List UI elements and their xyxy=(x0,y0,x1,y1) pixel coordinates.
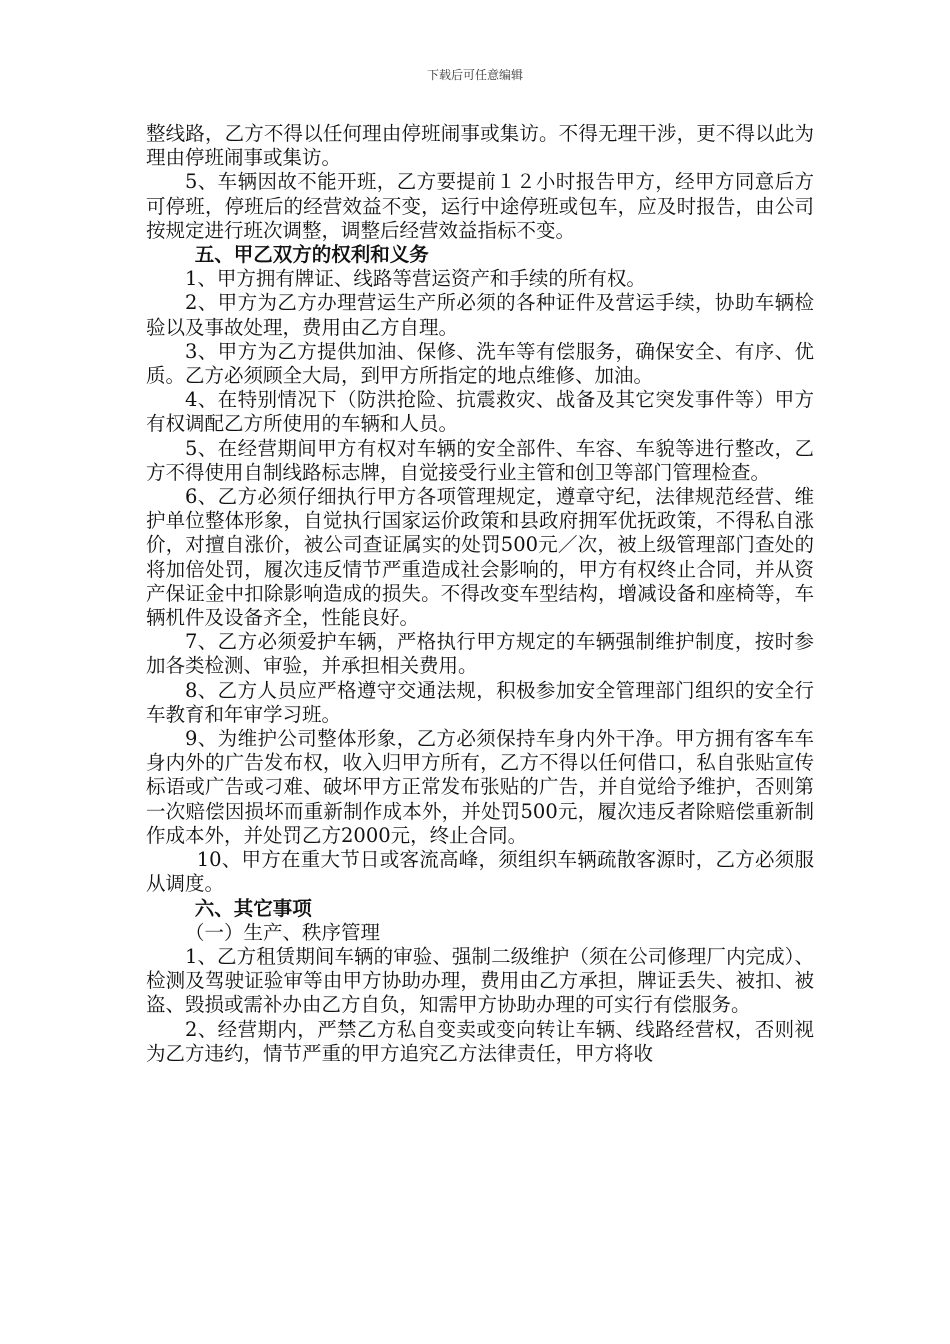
clause-5-3: 3、甲方为乙方提供加油、保修、洗车等有偿服务，确保安全、有序、优质。乙方必须顾全大局，到甲方所指定的地点维修、加油。 xyxy=(146,339,814,388)
clause-6-1-1: 1、乙方租赁期间车辆的审验、强制二级维护（须在公司修理厂内完成）、检测及驾驶证验审等由甲方协助办理，费用由乙方承担，牌证丢失、被扣、被盗、毁损或需补办由乙方自负，知需甲方协助办理的可实行有偿服务。 xyxy=(146,944,814,1017)
clause-5-8: 8、乙方人员应严格遵守交通法规，积极参加安全管理部门组织的安全行车教育和年审学习班。 xyxy=(146,678,814,726)
section-heading-6: 六、其它事项 xyxy=(194,896,312,920)
clause-5-4: 4、在特别情况下（防洪抢险、抗震救灾、战备及其它突发事件等）甲方有权调配乙方所使用的车辆和人员。 xyxy=(146,388,814,436)
clause-5-10: 10、甲方在重大节日或客流高峰，须组织车辆疏散客源时，乙方必须服从调度。 xyxy=(146,848,814,896)
clause-5-1: 1、甲方拥有牌证、线路等营运资产和手续的所有权。 xyxy=(185,267,646,291)
clause-5-5: 5、在经营期间甲方有权对车辆的安全部件、车容、车貌等进行整改，乙方不得使用自制线路标志牌，自觉接受行业主管和创卫等部门管理检查。 xyxy=(146,436,814,484)
subsection-heading-1: （一）生产、秩序管理 xyxy=(185,920,381,944)
clause-5-7: 7、乙方必须爱护车辆，严格执行甲方规定的车辆强制维护制度，按时参加各类检测、审验，并承担相关费用。 xyxy=(146,630,814,678)
page-header: 下载后可任意编辑 xyxy=(426,68,523,82)
paragraph-continued: 整线路，乙方不得以任何理由停班闹事或集访。不得无理干涉，更不得以此为理由停班闹事或集访。 xyxy=(146,122,814,170)
document-body xyxy=(146,122,814,1066)
clause-4-5: 5、车辆因故不能开班，乙方要提前１２小时报告甲方，经甲方同意后方可停班，停班后的经营效益不变，运行中途停班或包车，应及时报告，由公司按规定进行班次调整，调整后经营效益指标不变。 xyxy=(146,170,814,242)
clause-5-2: 2、甲方为乙方办理营运生产所必须的各种证件及营运手续，协助车辆检验以及事故处理，费用由乙方自理。 xyxy=(146,291,814,339)
clause-5-6: 6、乙方必须仔细执行甲方各项管理规定，遵章守纪，法律规范经营、维护单位整体形象，自觉执行国家运价政策和县政府拥军优抚政策，不得私自涨价，对擅自涨价，被公司查证属实的处罚500元／次，被上级管理部门查处的将加倍处罚，履次违反情节严重造成社会影响的，甲方有权终止合同，并从资产保证金中扣除影响造成的损失。不得改变车型结构，增减设备和座椅等，车辆机件及设备齐全，性能良好。 xyxy=(146,485,814,630)
clause-6-1-2: 2、经营期内，严禁乙方私自变卖或变向转让车辆、线路经营权，否则视为乙方违约，情节严重的甲方追究乙方法律责任，甲方将收 xyxy=(146,1017,814,1065)
section-heading-5: 五、甲乙双方的权利和义务 xyxy=(194,243,429,267)
clause-5-9: 9、为维护公司整体形象，乙方必须保持车身内外干净。甲方拥有客车车身内外的广告发布权，收入归甲方所有，乙方不得以任何借口，私自张贴宣传标语或广告或刁难、破坏甲方正常发布张贴的广告，并自觉给予维护，否则第一次赔偿因损坏而重新制作成本外，并处罚500元，履次违反者除赔偿重新制作成本外，并处罚乙方2000元，终止合同。 xyxy=(146,727,814,847)
